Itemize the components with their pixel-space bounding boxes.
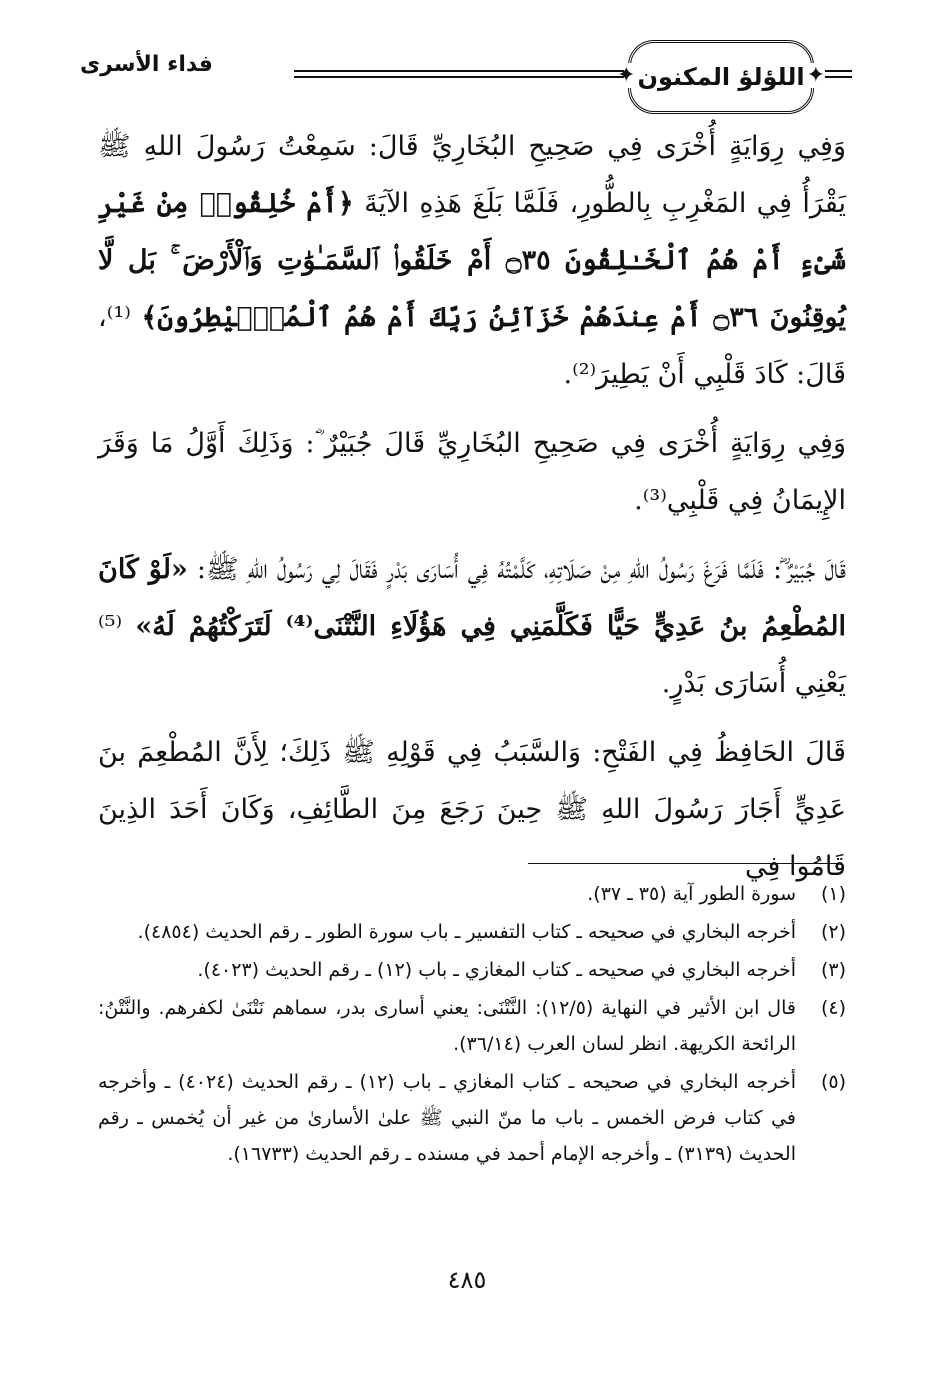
paragraph-2 <box>98 415 846 529</box>
footnote-number: (٤) <box>820 997 846 1019</box>
paragraph-text: وَفِي رِوَايَةٍ أُخْرَى فِي صَحِيحِ البُخَارِيِّ قَالَ: سَمِعْتُ رَسُولَ اللهِ ﷺ يَقْرَأُ فِي المَغْرِبِ بِالطُّورِ، فَلَمَّا بَلَغَ هَذِهِ الآيَةَ <box>98 131 847 219</box>
page-number: ٤٨٥ <box>447 1266 487 1294</box>
footnote-item <box>98 876 846 912</box>
footnote-text: أخرجه البخاري في صحيحه ـ كتاب المغازي ـ باب (١٢) ـ رقم الحديث (٤٠٢٣). <box>197 959 796 981</box>
footnote-item <box>98 1064 846 1172</box>
footnote-number: (٥) <box>820 1071 846 1093</box>
footnote-text: أخرجه البخاري في صحيحه ـ كتاب التفسير ـ باب سورة الطور ـ رقم الحديث (٤٨٥٤). <box>137 921 796 943</box>
book-title: ✦ اللؤلؤ المكنون <box>637 63 805 91</box>
paragraph-4 <box>98 724 846 895</box>
footnote-item <box>98 952 846 988</box>
paragraph-tail: ⁽¹⁾، قَالَ: كَادَ قَلْبِي أَنْ يَطِيرَ⁽²⁾. <box>98 302 846 390</box>
paragraph-text: قَالَ الحَافِظُ فِي الفَتْحِ: وَالسَّبَبُ فِي قَوْلِهِ ﷺ ذَلِكَ؛ لِأَنَّ المُطْعِمَ بنَ عَدِيٍّ أَجَارَ رَسُولَ اللهِ ﷺ حِينَ رَجَعَ مِنَ الطَّائِفِ، وَكَانَ أَحَدَ الذِينَ قَامُوا فِي <box>98 737 846 882</box>
chapter-title: فداء الأسرى <box>80 52 213 77</box>
paragraph-text: وَفِي رِوَايَةٍ أُخْرَى فِي صَحِيحِ البُخَارِيِّ قَالَ جُبَيْرٌ ؓ: وَذَلِكَ أَوَّلُ مَا وَقَرَ الإِيمَانُ فِي قَلْبِي⁽³⁾. <box>98 428 846 516</box>
footnote-number: (١) <box>820 883 846 905</box>
footnote-text: أخرجه البخاري في صحيحه ـ كتاب المغازي ـ باب (١٢) ـ رقم الحديث (٤٠٢٤) ـ وأخرجه في كتاب فرض الخمس ـ باب ما منّ النبي ﷺ علىٰ الأسارىٰ من غير أن يُخمس ـ رقم الحديث (٣١٣٩) ـ وأخرجه الإمام أحمد في مسنده ـ رقم الحديث (١٦٧٣٣). <box>98 1071 796 1165</box>
footnote-number: (٢) <box>820 921 846 943</box>
footnote-text: سورة الطور آية (٣٥ ـ ٣٧). <box>587 883 796 905</box>
main-text <box>98 118 846 907</box>
footnote-text: قال ابن الأثير في النهاية (١٢/٥): النَّتْنَى: يعني أسارى بدر، سماهم نَتْنَىٰ لكفرهم. والنَّتْنُ: الرائحة الكريهة. انظر لسان العرب (٣٦/١٤). <box>98 997 796 1055</box>
paragraph-3 <box>98 541 846 712</box>
footnote-item <box>98 914 846 950</box>
paragraph-tail: ⁽⁵⁾ يَعْنِي أُسَارَى بَدْرٍ. <box>98 611 846 699</box>
footnote-number: (٣) <box>820 959 846 981</box>
header-rule-middle <box>294 70 624 78</box>
page-header <box>80 40 852 114</box>
footnote-item <box>98 990 846 1062</box>
quran-verse: ﴿أَمْ خُلِقُوا۟ مِنْ غَيْرِ شَىْءٍ أَمْ هُمُ ٱلْخَـٰلِقُونَ ۝٣٥ أَمْ خَلَقُوا۟ ٱلسَّمَـٰوَٰتِ وَٱلْأَرْضَ ۚ بَل لَّا يُوقِنُونَ ۝٣٦ أَمْ عِندَهُمْ خَزَآئِنُ رَبِّكَ أَمْ هُمُ ٱلْمُصَۣيْطِرُونَ﴾ <box>98 188 846 333</box>
footnote-separator <box>528 863 842 864</box>
hadith-quote: «لَوْ كَانَ المُطْعِمُ بنُ عَدِيٍّ حَيًّا فَكَلَّمَنِي فِي هَؤُلَاءِ النَّتْنَى⁽⁴⁾ لَتَرَكْتُهُمْ لَهُ» <box>98 554 846 642</box>
paragraph-text: قَالَ جُبَيْرٌ ؓ: فَلَمَّا فَرَغَ رَسُولُ اللهِ مِنْ صَلَاتِهِ، كَلَّمْتُهُ فِي أُسَارَى بَدْرٍ فَقَالَ لِي رَسُولُ اللهِ ﷺ: <box>187 554 846 585</box>
book-title-badge <box>628 40 814 114</box>
footnotes <box>98 876 846 1174</box>
paragraph-1 <box>98 118 846 403</box>
